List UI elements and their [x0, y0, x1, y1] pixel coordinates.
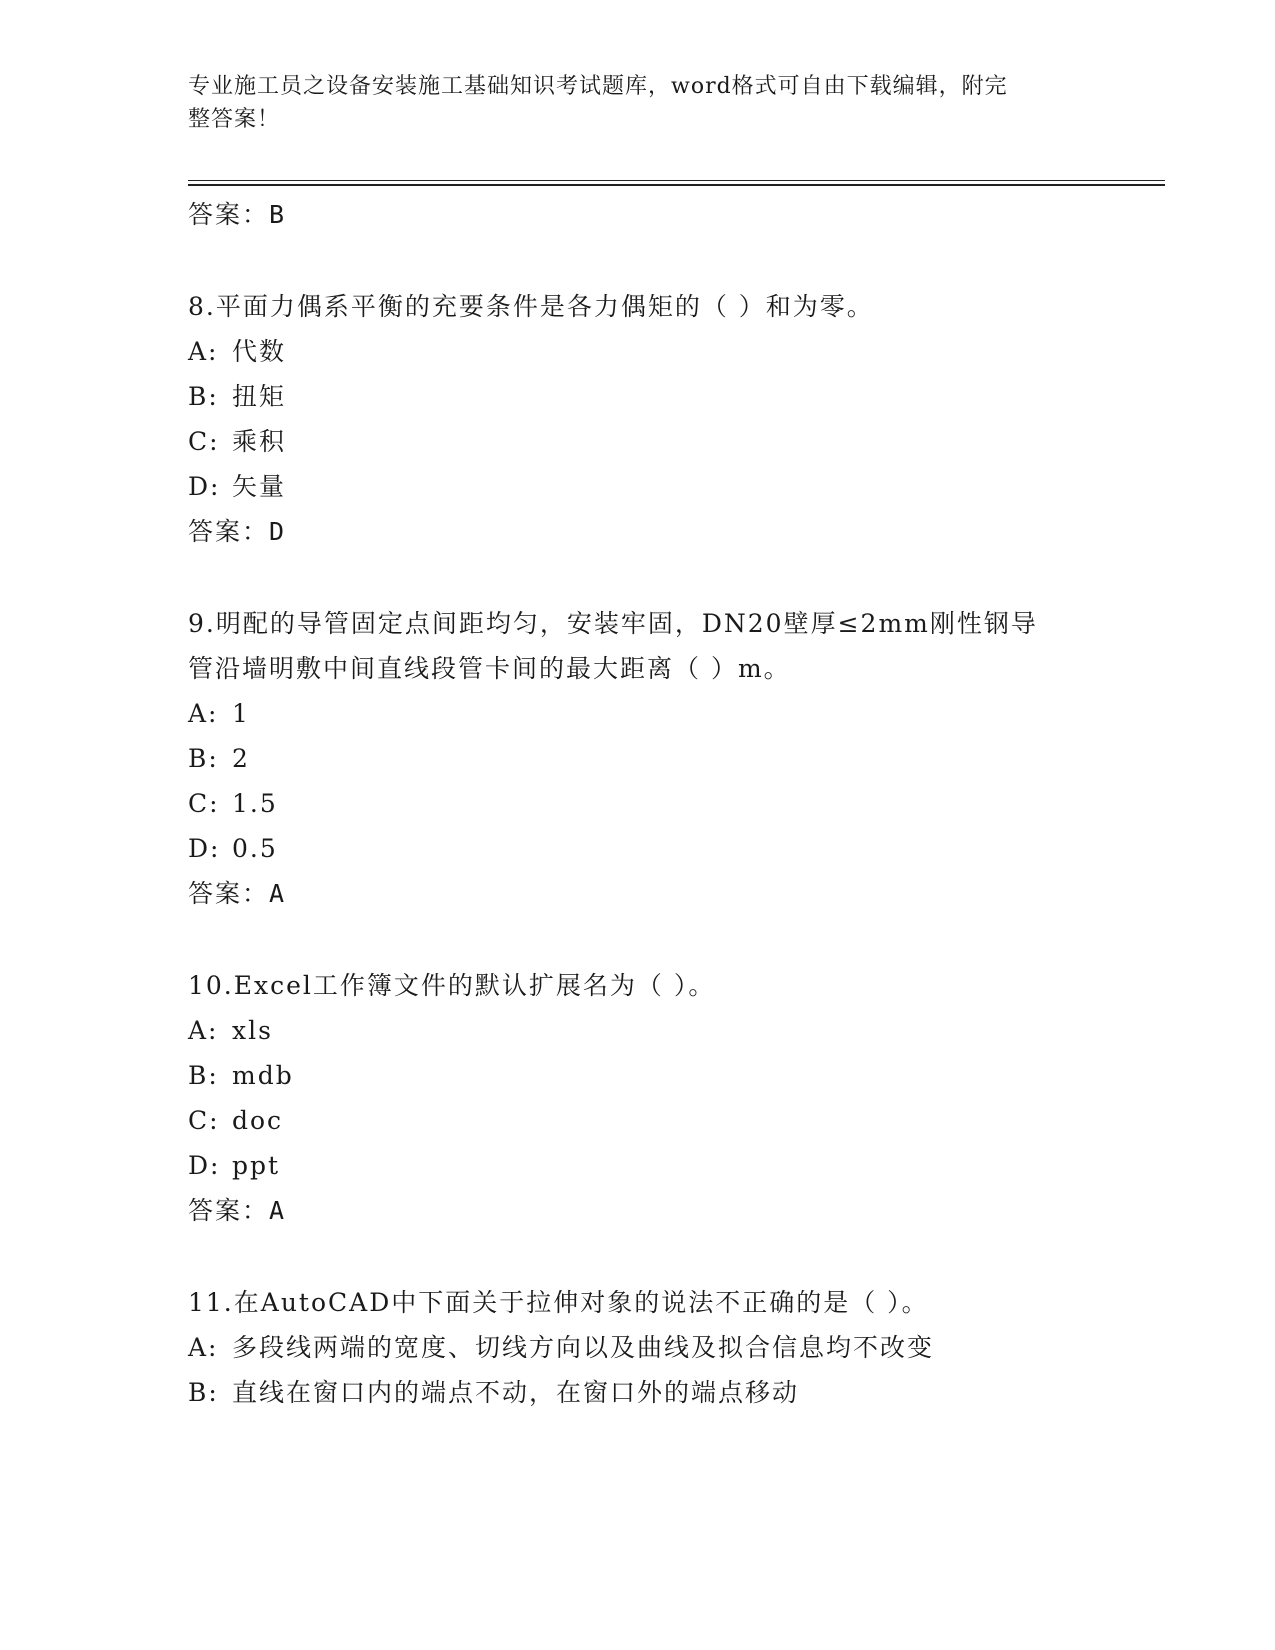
answer-line [188, 192, 1165, 237]
option-text: 多段线两端的宽度、切线方向以及曲线及拟合信息均不改变 [232, 1333, 935, 1362]
option-letter: C: [188, 789, 220, 818]
option-letter: B: [188, 744, 219, 773]
header-line-1: 专业施工员之设备安装施工基础知识考试题库，word格式可自由下载编辑，附完 [188, 74, 1008, 99]
option-text: 矢量 [232, 472, 287, 501]
option-text: 1.5 [232, 789, 278, 818]
option-text: 直线在窗口内的端点不动，在窗口外的端点移动 [232, 1378, 800, 1407]
question-stem-line: 8.平面力偶系平衡的充要条件是各力偶矩的（ ）和为零。 [188, 292, 874, 321]
question-list [188, 192, 1165, 1415]
question-spacer [188, 554, 1165, 601]
question-stem-line: 管沿墙明敷中间直线段管卡间的最大距离（ ）m。 [188, 654, 791, 683]
option-letter: B: [188, 382, 219, 411]
answer-option [188, 329, 1165, 374]
option-letter: B: [188, 1061, 219, 1090]
option-text: doc [232, 1106, 284, 1135]
question-stem-line: 10.Excel工作簿文件的默认扩展名为（ ）。 [188, 971, 716, 1000]
option-letter: C: [188, 427, 220, 456]
answer-option [188, 1098, 1165, 1143]
answer-line [188, 871, 1165, 916]
answer-option [188, 691, 1165, 736]
answer-line [188, 1188, 1165, 1233]
option-letter: A: [188, 699, 219, 728]
option-letter: D: [188, 1151, 221, 1180]
question-block [188, 963, 1165, 1233]
answer-option [188, 1143, 1165, 1188]
option-text: ppt [232, 1151, 281, 1180]
answer-value: B [269, 200, 287, 229]
option-text: 乘积 [232, 427, 287, 456]
answer-option [188, 736, 1165, 781]
answer-label: 答案： [188, 517, 270, 546]
question-block [188, 1280, 1165, 1415]
answer-value: A [269, 1196, 287, 1225]
answer-line [188, 509, 1165, 554]
question-block [188, 601, 1165, 916]
option-letter: C: [188, 1106, 220, 1135]
option-letter: D: [188, 472, 221, 501]
answer-option [188, 419, 1165, 464]
answer-label: 答案： [188, 1196, 270, 1225]
answer-option [188, 1325, 1165, 1370]
option-text: 0.5 [232, 834, 278, 863]
question-spacer [188, 237, 1165, 284]
answer-value: A [269, 879, 287, 908]
option-text: 扭矩 [232, 382, 287, 411]
question-stem-line: 9.明配的导管固定点间距均匀，安装牢固，DN20壁厚≤2mm刚性钢导 [188, 609, 1038, 638]
question-spacer [188, 916, 1165, 963]
answer-option [188, 1008, 1165, 1053]
answer-option [188, 826, 1165, 871]
header-divider-top [188, 180, 1165, 181]
option-letter: D: [188, 834, 221, 863]
question-stem-line: 11.在AutoCAD中下面关于拉伸对象的说法不正确的是（ ）。 [188, 1288, 929, 1317]
header-divider-bottom [188, 184, 1165, 186]
answer-option [188, 781, 1165, 826]
answer-option [188, 1370, 1165, 1415]
answer-label: 答案： [188, 879, 270, 908]
answer-option [188, 374, 1165, 419]
option-text: 2 [232, 744, 250, 773]
answer-label: 答案： [188, 200, 270, 229]
answer-value: D [269, 517, 287, 546]
option-letter: A: [188, 1016, 219, 1045]
header-line-2: 整答案！ [188, 107, 281, 132]
option-text: 1 [232, 699, 250, 728]
question-spacer [188, 1233, 1165, 1280]
option-text: mdb [232, 1061, 294, 1090]
answer-option [188, 1053, 1165, 1098]
option-text: xls [232, 1016, 273, 1045]
question-block [188, 284, 1165, 554]
option-letter: A: [188, 1333, 219, 1362]
document-header [188, 70, 1068, 136]
option-text: 代数 [232, 337, 287, 366]
answer-option [188, 464, 1165, 509]
option-letter: A: [188, 337, 219, 366]
option-letter: B: [188, 1378, 219, 1407]
